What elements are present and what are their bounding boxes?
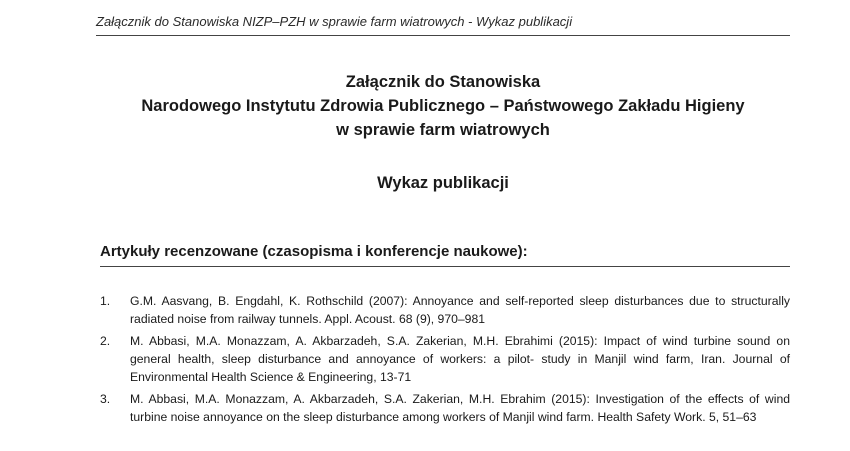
title-line-3: w sprawie farm wiatrowych — [336, 121, 550, 139]
document-subtitle: Wykaz publikacji — [377, 174, 509, 192]
reference-text: M. Abbasi, M.A. Monazzam, A. Akbarzadeh, S.A. Zakerian, M.H. Ebrahim (2015): Investigation of the effects of wind turbine noise annoyance on the sleep disturbance among workers of Manjil wind farm. Health Safety Work. 5, 51–63 — [130, 392, 790, 424]
section-heading: Artykuły recenzowane (czasopisma i konferencje naukowe): — [100, 243, 790, 267]
reference-list — [100, 292, 790, 430]
reference-number: 2. — [100, 334, 111, 348]
running-header: Załącznik do Stanowiska NIZP–PZH w sprawie farm wiatrowych - Wykaz publikacji — [96, 14, 790, 36]
reference-number: 3. — [100, 392, 111, 406]
document-title — [96, 70, 790, 142]
reference-item — [100, 292, 790, 328]
reference-text: G.M. Aasvang, B. Engdahl, K. Rothschild (2007): Annoyance and self-reported sleep disturbances due to structurally radiated noise from railway tunnels. Appl. Acoust. 68 (9), 970–981 — [130, 294, 790, 326]
title-line-2: Narodowego Instytutu Zdrowia Publicznego – Państwowego Zakładu Higieny — [141, 97, 745, 115]
reference-number: 1. — [100, 294, 111, 308]
title-line-1: Załącznik do Stanowiska — [345, 73, 541, 91]
reference-item — [100, 390, 790, 426]
reference-item — [100, 332, 790, 386]
reference-text: M. Abbasi, M.A. Monazzam, A. Akbarzadeh, S.A. Zakerian, M.H. Ebrahimi (2015): Impact of wind turbine sound on general health, sleep disturbance and annoyance of workers: a pilot- study in Manjil wind farm, Iran. Journal of Environmental Health Science & Engineering, 13-71 — [130, 334, 790, 384]
